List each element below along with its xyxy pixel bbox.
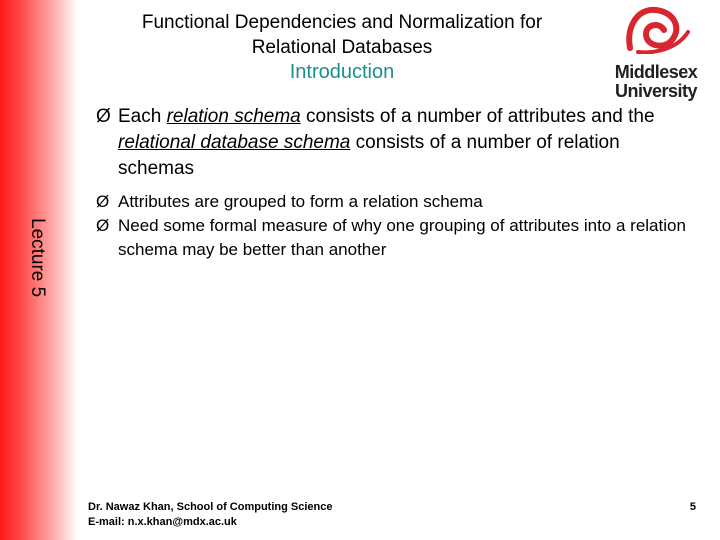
footer-author: Dr. Nawaz Khan, School of Computing Science (88, 501, 333, 513)
logo-text-line-2: University (614, 81, 698, 101)
slide-subtitle: Introduction (289, 61, 395, 83)
bullet-text: Attributes are grouped to form a relation schema (118, 192, 483, 211)
list-item (96, 104, 686, 182)
bullet-text-part: consists of a number of attributes and the (300, 106, 655, 127)
slide-title (92, 10, 592, 85)
term-relational-database-schema: relational database schema (118, 132, 351, 153)
footer-author-block (88, 500, 332, 530)
arrow-bullet-icon: Ø (96, 216, 110, 235)
bullet-text: Need some formal measure of why one grouping of attributes into a relation schema may be better than another (118, 216, 686, 259)
lecture-label: Lecture 5 (27, 218, 48, 298)
university-logo (608, 4, 700, 102)
page-number: 5 (689, 501, 696, 513)
footer-email: E-mail: n.x.khan@mdx.ac.uk (88, 516, 237, 528)
bullet-text-part: Each (118, 106, 167, 127)
list-item (96, 214, 686, 262)
bullet-text-part: consists of a number of relation schemas (118, 132, 620, 179)
title-line-1: Functional Dependencies and Normalization for (141, 12, 543, 33)
list-item (96, 190, 686, 214)
sub-bullet-list (96, 190, 686, 262)
arrow-bullet-icon: Ø (96, 192, 110, 211)
logo-text-line-1: Middlesex (614, 62, 698, 82)
main-bullet-list (96, 104, 686, 182)
term-relation-schema: relation schema (166, 106, 301, 127)
title-line-2: Relational Databases (251, 37, 433, 58)
arrow-bullet-icon: Ø (96, 106, 111, 127)
logo-mark-icon (616, 4, 694, 54)
